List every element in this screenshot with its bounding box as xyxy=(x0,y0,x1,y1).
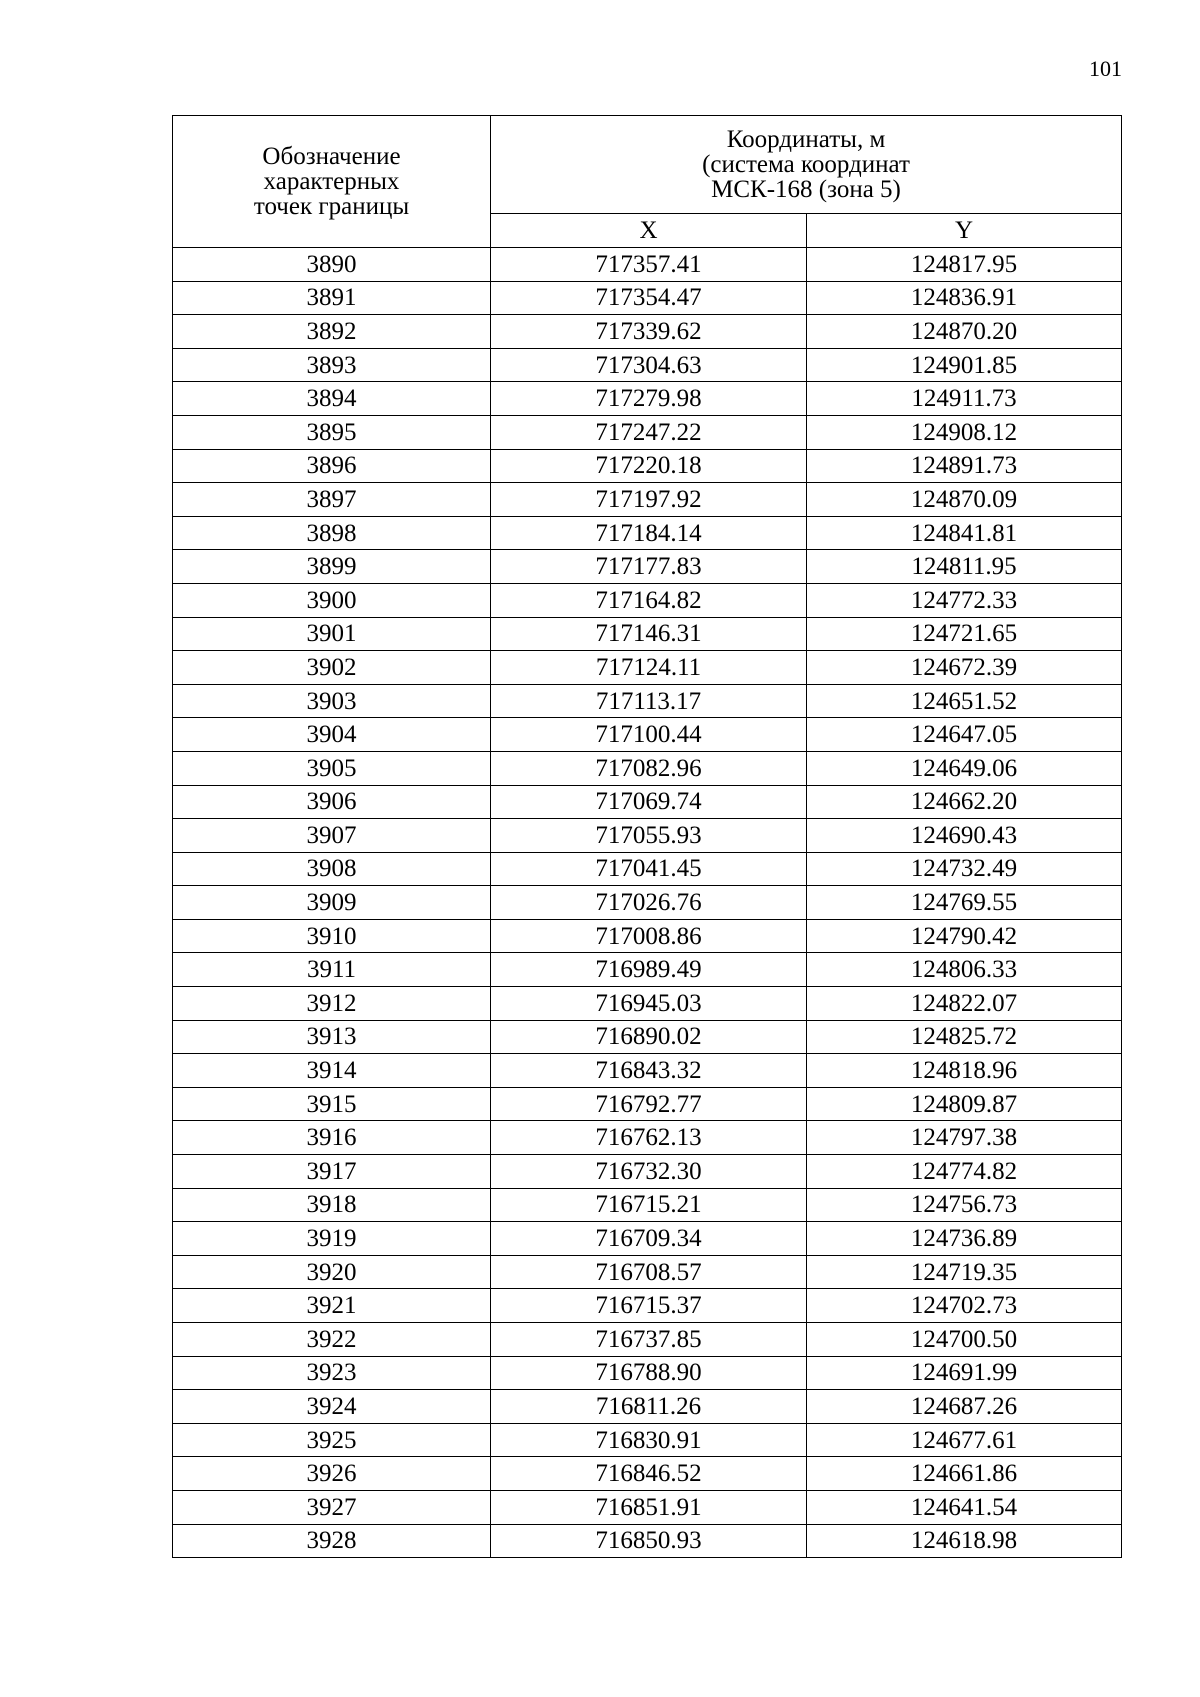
y-coordinate-cell: 124817.95 xyxy=(807,248,1122,282)
x-coordinate-cell: 716945.03 xyxy=(491,987,807,1021)
point-cell: 3903 xyxy=(173,684,491,718)
y-coordinate-cell: 124618.98 xyxy=(807,1524,1122,1558)
table-row xyxy=(173,1323,1122,1357)
x-coordinate-cell: 717279.98 xyxy=(491,382,807,416)
table-row xyxy=(173,449,1122,483)
y-coordinate-cell: 124651.52 xyxy=(807,684,1122,718)
point-cell: 3925 xyxy=(173,1423,491,1457)
y-coordinate-cell: 124806.33 xyxy=(807,953,1122,987)
table-row xyxy=(173,1054,1122,1088)
x-coordinate-cell: 717357.41 xyxy=(491,248,807,282)
point-cell: 3921 xyxy=(173,1289,491,1323)
table-row xyxy=(173,1457,1122,1491)
point-header-line-1: Обозначение xyxy=(262,143,401,170)
table-header xyxy=(173,116,1122,248)
point-cell: 3906 xyxy=(173,785,491,819)
y-coordinate-cell: 124797.38 xyxy=(807,1121,1122,1155)
page-number: 101 xyxy=(1089,56,1122,81)
point-cell: 3924 xyxy=(173,1390,491,1424)
point-cell: 3928 xyxy=(173,1524,491,1558)
point-cell: 3923 xyxy=(173,1356,491,1390)
y-coordinate-cell: 124818.96 xyxy=(807,1054,1122,1088)
point-cell: 3896 xyxy=(173,449,491,483)
point-cell: 3892 xyxy=(173,315,491,349)
header-row-main xyxy=(173,116,1122,214)
y-coordinate-cell: 124677.61 xyxy=(807,1423,1122,1457)
table-row xyxy=(173,1188,1122,1222)
x-coordinate-cell: 716709.34 xyxy=(491,1222,807,1256)
x-coordinate-cell: 717008.86 xyxy=(491,919,807,953)
point-designation-header xyxy=(173,116,491,248)
table-row xyxy=(173,1490,1122,1524)
table-row xyxy=(173,348,1122,382)
point-cell: 3915 xyxy=(173,1087,491,1121)
x-coordinate-cell: 717055.93 xyxy=(491,819,807,853)
point-cell: 3890 xyxy=(173,248,491,282)
point-cell: 3907 xyxy=(173,819,491,853)
x-coordinate-cell: 717177.83 xyxy=(491,550,807,584)
point-cell: 3911 xyxy=(173,953,491,987)
point-cell: 3922 xyxy=(173,1323,491,1357)
y-coordinate-cell: 124661.86 xyxy=(807,1457,1122,1491)
point-cell: 3920 xyxy=(173,1255,491,1289)
x-coordinate-cell: 716811.26 xyxy=(491,1390,807,1424)
y-coordinate-cell: 124790.42 xyxy=(807,919,1122,953)
y-coordinate-cell: 124769.55 xyxy=(807,886,1122,920)
point-cell: 3908 xyxy=(173,852,491,886)
table-row xyxy=(173,1356,1122,1390)
coords-header-line-2: (система координат xyxy=(702,151,910,178)
y-coordinate-cell: 124700.50 xyxy=(807,1323,1122,1357)
table-row xyxy=(173,987,1122,1021)
x-coordinate-cell: 716850.93 xyxy=(491,1524,807,1558)
y-coordinate-cell: 124911.73 xyxy=(807,382,1122,416)
x-coordinate-cell: 717041.45 xyxy=(491,852,807,886)
y-coordinate-cell: 124647.05 xyxy=(807,718,1122,752)
x-coordinate-cell: 717184.14 xyxy=(491,516,807,550)
y-coordinate-cell: 124772.33 xyxy=(807,583,1122,617)
point-cell: 3919 xyxy=(173,1222,491,1256)
y-coordinate-cell: 124908.12 xyxy=(807,415,1122,449)
coords-header-line-3: МСК-168 (зона 5) xyxy=(711,176,901,203)
table-row xyxy=(173,785,1122,819)
table-row xyxy=(173,1087,1122,1121)
point-cell: 3926 xyxy=(173,1457,491,1491)
point-cell: 3893 xyxy=(173,348,491,382)
table-body xyxy=(173,248,1122,1558)
y-coordinate-cell: 124687.26 xyxy=(807,1390,1122,1424)
point-cell: 3894 xyxy=(173,382,491,416)
y-coordinate-cell: 124736.89 xyxy=(807,1222,1122,1256)
y-coordinate-cell: 124891.73 xyxy=(807,449,1122,483)
x-coordinate-cell: 716762.13 xyxy=(491,1121,807,1155)
y-coordinate-cell: 124809.87 xyxy=(807,1087,1122,1121)
point-cell: 3900 xyxy=(173,583,491,617)
table-row xyxy=(173,1222,1122,1256)
x-coordinate-cell: 716843.32 xyxy=(491,1054,807,1088)
point-header-line-2: характерных xyxy=(263,168,400,195)
x-coordinate-cell: 716737.85 xyxy=(491,1323,807,1357)
table-row xyxy=(173,718,1122,752)
x-coordinate-cell: 717124.11 xyxy=(491,651,807,685)
y-coordinate-cell: 124641.54 xyxy=(807,1490,1122,1524)
table-row xyxy=(173,953,1122,987)
table-row xyxy=(173,1423,1122,1457)
y-coordinate-cell: 124811.95 xyxy=(807,550,1122,584)
y-coordinate-cell: 124822.07 xyxy=(807,987,1122,1021)
y-coordinate-cell: 124870.09 xyxy=(807,483,1122,517)
table-row xyxy=(173,1121,1122,1155)
x-coordinate-cell: 717164.82 xyxy=(491,583,807,617)
table-row xyxy=(173,281,1122,315)
y-coordinate-cell: 124672.39 xyxy=(807,651,1122,685)
point-cell: 3898 xyxy=(173,516,491,550)
table-row xyxy=(173,1390,1122,1424)
point-cell: 3905 xyxy=(173,751,491,785)
point-cell: 3902 xyxy=(173,651,491,685)
y-coordinate-cell: 124841.81 xyxy=(807,516,1122,550)
x-coordinate-cell: 717146.31 xyxy=(491,617,807,651)
x-coordinate-cell: 717100.44 xyxy=(491,718,807,752)
y-coordinate-cell: 124732.49 xyxy=(807,852,1122,886)
point-cell: 3891 xyxy=(173,281,491,315)
point-cell: 3914 xyxy=(173,1054,491,1088)
x-coordinate-cell: 716715.21 xyxy=(491,1188,807,1222)
x-coordinate-cell: 716890.02 xyxy=(491,1020,807,1054)
point-cell: 3904 xyxy=(173,718,491,752)
y-coordinate-cell: 124719.35 xyxy=(807,1255,1122,1289)
table-row xyxy=(173,516,1122,550)
table-row xyxy=(173,1255,1122,1289)
x-coordinate-cell: 716851.91 xyxy=(491,1490,807,1524)
point-cell: 3927 xyxy=(173,1490,491,1524)
table-row xyxy=(173,415,1122,449)
table-row xyxy=(173,1524,1122,1558)
x-coordinate-cell: 717197.92 xyxy=(491,483,807,517)
table-row xyxy=(173,248,1122,282)
y-column-header: Y xyxy=(807,214,1122,248)
x-coordinate-cell: 717113.17 xyxy=(491,684,807,718)
point-cell: 3918 xyxy=(173,1188,491,1222)
y-coordinate-cell: 124649.06 xyxy=(807,751,1122,785)
x-coordinate-cell: 716846.52 xyxy=(491,1457,807,1491)
x-coordinate-cell: 717304.63 xyxy=(491,348,807,382)
x-coordinate-cell: 717069.74 xyxy=(491,785,807,819)
point-cell: 3899 xyxy=(173,550,491,584)
x-coordinate-cell: 716830.91 xyxy=(491,1423,807,1457)
x-coordinate-cell: 716788.90 xyxy=(491,1356,807,1390)
point-cell: 3895 xyxy=(173,415,491,449)
x-coordinate-cell: 717220.18 xyxy=(491,449,807,483)
table-row xyxy=(173,684,1122,718)
x-coordinate-cell: 717339.62 xyxy=(491,315,807,349)
x-coordinate-cell: 716792.77 xyxy=(491,1087,807,1121)
y-coordinate-cell: 124901.85 xyxy=(807,348,1122,382)
table-row xyxy=(173,886,1122,920)
table-row xyxy=(173,550,1122,584)
x-coordinate-cell: 717026.76 xyxy=(491,886,807,920)
y-coordinate-cell: 124836.91 xyxy=(807,281,1122,315)
table-row xyxy=(173,852,1122,886)
x-column-header: X xyxy=(491,214,807,248)
table-row xyxy=(173,819,1122,853)
x-coordinate-cell: 716715.37 xyxy=(491,1289,807,1323)
table-row xyxy=(173,382,1122,416)
x-coordinate-cell: 717247.22 xyxy=(491,415,807,449)
table-row xyxy=(173,583,1122,617)
x-coordinate-cell: 716732.30 xyxy=(491,1155,807,1189)
coordinates-header xyxy=(491,116,1122,214)
table-row xyxy=(173,1155,1122,1189)
y-coordinate-cell: 124691.99 xyxy=(807,1356,1122,1390)
point-header-line-3: точек границы xyxy=(253,193,410,220)
coords-header-line-1: Координаты, м xyxy=(726,126,886,153)
point-cell: 3913 xyxy=(173,1020,491,1054)
y-coordinate-cell: 124870.20 xyxy=(807,315,1122,349)
y-coordinate-cell: 124702.73 xyxy=(807,1289,1122,1323)
table-row xyxy=(173,617,1122,651)
x-coordinate-cell: 716708.57 xyxy=(491,1255,807,1289)
table-row xyxy=(173,1289,1122,1323)
point-cell: 3909 xyxy=(173,886,491,920)
y-coordinate-cell: 124662.20 xyxy=(807,785,1122,819)
point-cell: 3897 xyxy=(173,483,491,517)
table-row xyxy=(173,315,1122,349)
table-row xyxy=(173,919,1122,953)
point-cell: 3912 xyxy=(173,987,491,1021)
point-cell: 3901 xyxy=(173,617,491,651)
y-coordinate-cell: 124756.73 xyxy=(807,1188,1122,1222)
table-row xyxy=(173,651,1122,685)
coordinates-table xyxy=(172,115,1122,1558)
y-coordinate-cell: 124721.65 xyxy=(807,617,1122,651)
x-coordinate-cell: 717354.47 xyxy=(491,281,807,315)
x-coordinate-cell: 716989.49 xyxy=(491,953,807,987)
table-row xyxy=(173,751,1122,785)
table-row xyxy=(173,483,1122,517)
y-coordinate-cell: 124774.82 xyxy=(807,1155,1122,1189)
point-cell: 3917 xyxy=(173,1155,491,1189)
y-coordinate-cell: 124825.72 xyxy=(807,1020,1122,1054)
point-cell: 3916 xyxy=(173,1121,491,1155)
table-row xyxy=(173,1020,1122,1054)
point-cell: 3910 xyxy=(173,919,491,953)
x-coordinate-cell: 717082.96 xyxy=(491,751,807,785)
y-coordinate-cell: 124690.43 xyxy=(807,819,1122,853)
